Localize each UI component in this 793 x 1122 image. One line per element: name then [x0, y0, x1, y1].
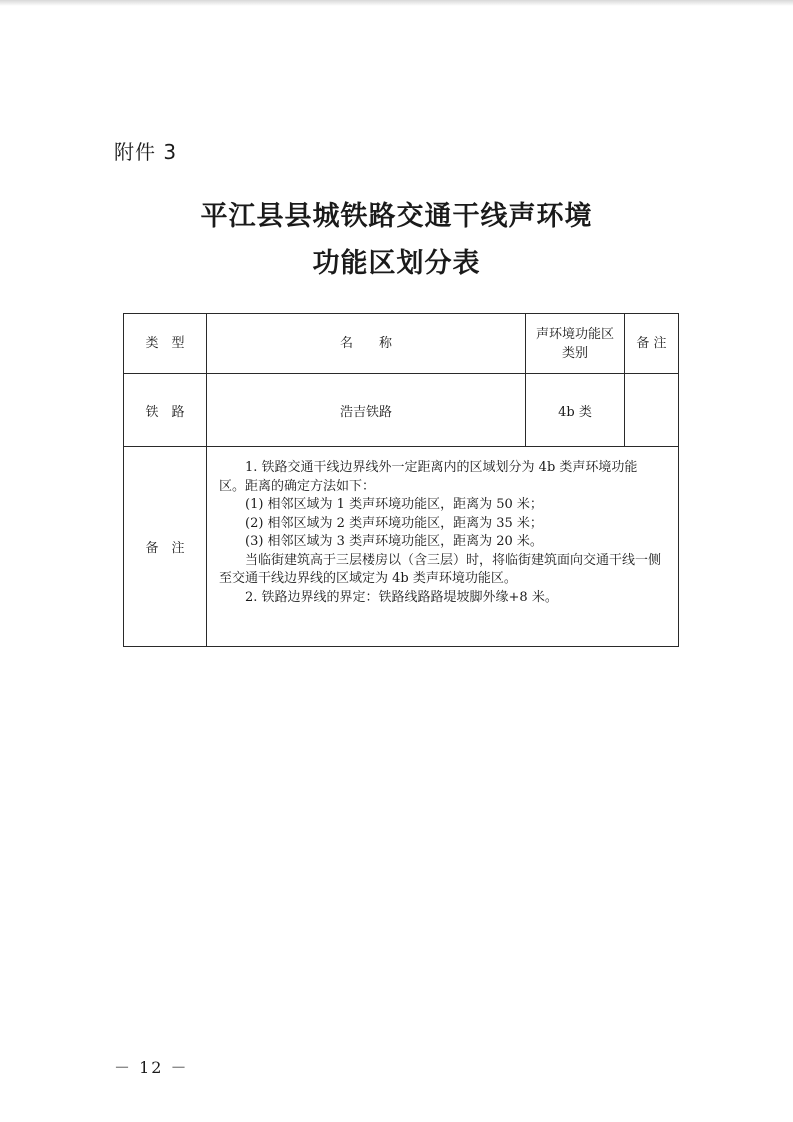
page-number: － 12 －	[114, 1058, 189, 1077]
row-name: 浩吉铁路	[207, 374, 526, 447]
notes-content	[207, 447, 679, 647]
row-note	[625, 374, 679, 447]
notes-line-2: 区。距离的确定方法如下：	[219, 478, 376, 494]
notes-line-4: (2) 相邻区域为 2 类声环境功能区，距离为 35 米；	[245, 515, 543, 531]
scan-top-edge	[0, 0, 793, 6]
zone-division-table	[123, 313, 679, 647]
notes-line-3: (1) 相邻区域为 1 类声环境功能区，距离为 50 米；	[245, 497, 543, 512]
attachment-label: 附件 3	[114, 140, 178, 164]
table-row	[124, 374, 679, 447]
table-header-row	[124, 314, 679, 374]
row-type: 铁 路	[124, 374, 207, 447]
header-note: 备 注	[625, 314, 679, 374]
header-class	[526, 314, 625, 374]
header-class-line1: 声环境功能区	[535, 326, 614, 342]
header-class-line2: 类别	[561, 345, 588, 361]
notes-row	[124, 447, 679, 647]
notes-line-5: (3) 相邻区域为 3 类声环境功能区，距离为 20 米。	[245, 534, 543, 549]
notes-line-7: 至交通干线边界线的区域定为 4b 类声环境功能区。	[219, 571, 517, 586]
header-type: 类 型	[124, 314, 207, 374]
notes-line-8: 2. 铁路边界线的界定：铁路线路路堤坡脚外缘+8 米。	[245, 589, 558, 605]
notes-line-6: 当临街建筑高于三层楼房以（含三层）时，将临街建筑面向交通干线一侧	[245, 552, 662, 568]
document-title-line2: 功能区划分表	[312, 248, 481, 279]
notes-line-1: 1. 铁路交通干线边界线外一定距离内的区域划分为 4b 类声环境功能	[245, 460, 638, 475]
header-name: 名 称	[207, 314, 526, 374]
row-class: 4b 类	[526, 374, 625, 447]
document-title-line1: 平江县县城铁路交通干线声环境	[200, 201, 593, 232]
notes-label: 备 注	[124, 447, 207, 647]
